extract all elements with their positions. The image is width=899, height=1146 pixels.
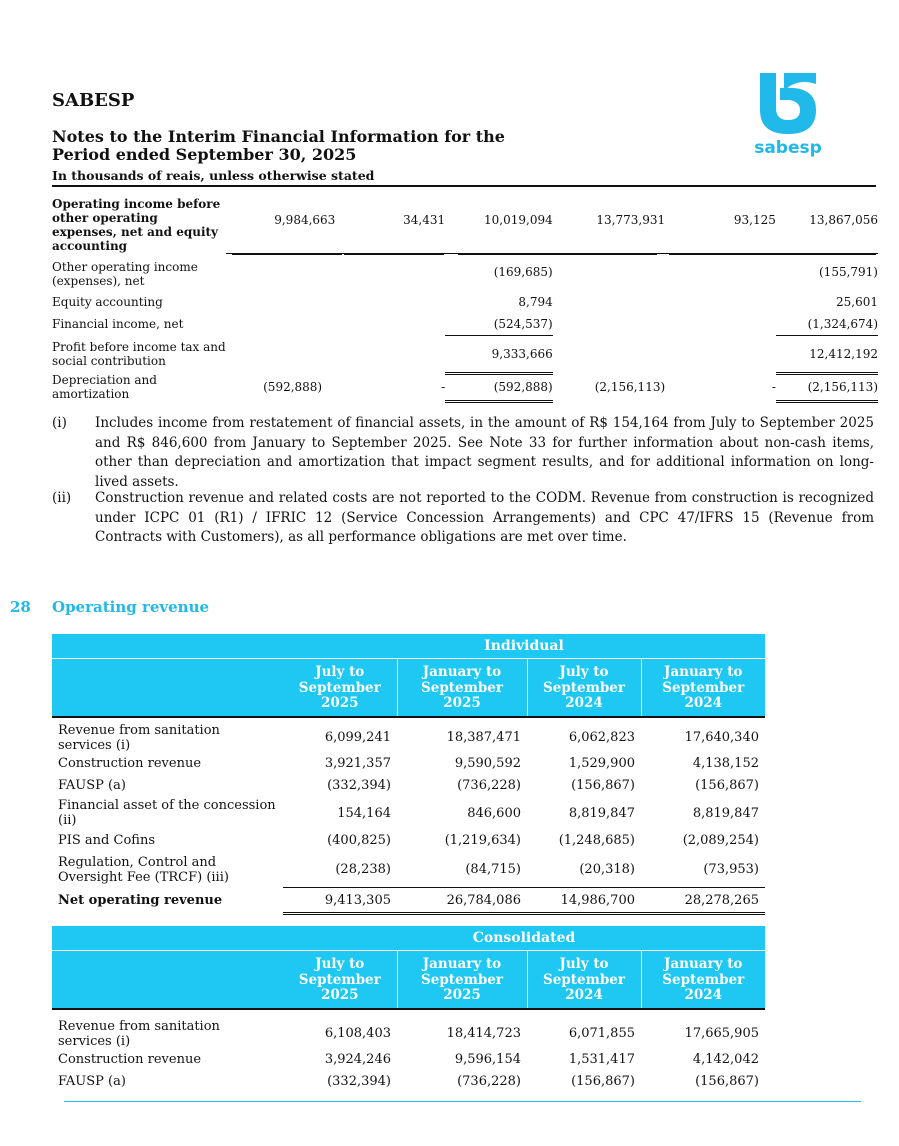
table-row	[52, 797, 765, 830]
table-row	[52, 753, 765, 775]
row-label: Financial income, net	[52, 317, 184, 331]
table-row	[52, 373, 878, 401]
row-label: Depreciation and amortization	[52, 373, 157, 401]
cell-value: 4,138,152	[692, 756, 759, 771]
cell-value: 10,019,094	[484, 212, 553, 227]
row-label: Regulation, Control and Oversight Fee (TRCF) (iii)	[58, 854, 229, 885]
cell-value	[335, 253, 445, 291]
cell-value	[665, 253, 776, 291]
cell-value: 8,819,847	[692, 805, 759, 821]
cell-value: 14,986,700	[527, 888, 641, 914]
table-row	[52, 1049, 765, 1071]
cell-value	[226, 291, 335, 313]
cell-value: 28,278,265	[641, 888, 765, 914]
column-header: January to September 2024	[641, 951, 765, 1009]
title-line-1: Notes to the Interim Financial Information for the	[52, 127, 505, 146]
cell-value: 13,867,056	[809, 212, 878, 227]
sabesp-logo	[748, 70, 828, 158]
cell-value: 3,921,357	[324, 756, 391, 771]
row-label: Revenue from sanitation services (i)	[58, 722, 220, 753]
table-row	[52, 775, 765, 797]
row-label: Construction revenue	[58, 756, 202, 771]
cell-value: 17,640,340	[684, 730, 759, 745]
row-label: Revenue from sanitation services (i)	[58, 1018, 220, 1049]
cell-value: -	[771, 380, 776, 394]
table-heading: Individual	[283, 634, 765, 659]
cell-value: 9,333,666	[445, 335, 553, 373]
column-header: July to September 2024	[527, 951, 641, 1009]
cell-value: (2,089,254)	[682, 833, 759, 848]
rule	[458, 254, 657, 255]
cell-value: (524,537)	[445, 313, 553, 335]
cell-value	[553, 253, 665, 291]
cell-value	[665, 313, 776, 335]
cell-value: (400,825)	[327, 833, 391, 848]
table-row	[52, 723, 765, 753]
cell-value: 6,108,403	[324, 1026, 391, 1041]
column-header: July to September 2025	[283, 659, 397, 717]
cell-value: 154,164	[337, 805, 391, 821]
column-header: July to September 2025	[283, 951, 397, 1009]
cell-value	[226, 313, 335, 335]
cell-value	[553, 335, 665, 373]
row-label: Profit before income tax and social contribution	[52, 340, 226, 368]
cell-value: (332,394)	[327, 778, 391, 793]
cell-value: (155,791)	[776, 253, 878, 291]
cell-value: (736,228)	[457, 1074, 521, 1089]
cell-value	[553, 291, 665, 313]
cell-value: 4,142,042	[692, 1052, 759, 1067]
page-subtitle: In thousands of reais, unless otherwise stated	[52, 168, 375, 183]
table-band	[52, 634, 283, 659]
table-band	[52, 926, 283, 951]
individual-revenue-table	[52, 634, 765, 915]
cell-value: 13,773,931	[596, 212, 666, 227]
footer-rule	[64, 1101, 861, 1102]
cell-value	[665, 335, 776, 373]
cell-value: 6,099,241	[324, 730, 391, 745]
cell-value	[335, 313, 445, 335]
cell-value: 18,387,471	[446, 730, 521, 745]
logo-wordmark: sabesp	[754, 138, 822, 158]
consolidated-revenue-table	[52, 926, 765, 1093]
note-text: Includes income from restatement of financial assets, in the amount of R$ 154,164 from July to September 2025 and R$ 846,600 from January to September 2025. See Note 33 for further information about non-cash items, other than depreciation and amortization that impact segment results, and for additional information on long-lived assets.	[95, 415, 874, 490]
note-text: Construction revenue and related costs are not reported to the CODM. Revenue from construction is recognized under ICPC 01 (R1) / IFRIC 12 (Service Concession Arrangements) and CPC 47/IFRS 15 (Revenue from Contracts with Customers), as all performance obligations are met over time.	[95, 490, 874, 545]
table-heading: Consolidated	[283, 926, 765, 951]
row-label: FAUSP (a)	[58, 1074, 126, 1089]
row-label: Net operating revenue	[58, 893, 223, 908]
cell-value: (156,867)	[695, 778, 759, 793]
cell-value	[335, 291, 445, 313]
cell-value: (169,685)	[445, 253, 553, 291]
note-i	[52, 414, 876, 490]
table-row	[52, 335, 878, 373]
cell-value: (1,219,634)	[444, 833, 521, 848]
title-line-2: Period ended September 30, 2025	[52, 145, 357, 164]
cell-value: 6,062,823	[568, 730, 635, 745]
table-row	[52, 313, 878, 335]
segment-table	[52, 187, 878, 403]
table-row	[52, 830, 765, 852]
column-header: January to September 2024	[641, 659, 765, 717]
table-row	[52, 291, 878, 313]
sabesp-logo-icon	[754, 70, 822, 136]
cell-value: (73,953)	[703, 861, 759, 877]
cell-value: 846,600	[467, 805, 521, 821]
cell-value: 1,529,900	[568, 756, 635, 771]
cell-value: 8,794	[518, 295, 553, 309]
column-header: July to September 2024	[527, 659, 641, 717]
cell-value: 9,596,154	[454, 1052, 521, 1067]
table-row-total	[52, 888, 765, 914]
row-label: Financial asset of the concession (ii)	[58, 798, 276, 828]
cell-value: 9,984,663	[274, 212, 336, 227]
cell-value	[665, 291, 776, 313]
rule	[669, 254, 876, 255]
cell-value: 9,590,592	[454, 756, 521, 771]
section-title: Operating revenue	[52, 598, 210, 616]
cell-value: (1,248,685)	[558, 833, 635, 848]
row-label: Other operating income (expenses), net	[52, 260, 198, 288]
row-label: Operating income before other operating expenses, net and equity accounting	[52, 197, 221, 253]
cell-value: (156,867)	[571, 778, 635, 793]
row-label: Construction revenue	[58, 1052, 202, 1067]
column-header: January to September 2025	[397, 659, 527, 717]
cell-value: 26,784,086	[397, 888, 527, 914]
cell-value: (156,867)	[571, 1074, 635, 1089]
cell-value: (592,888)	[445, 373, 553, 401]
cell-value: 1,531,417	[568, 1052, 635, 1067]
rule	[232, 254, 444, 255]
cell-value: (84,715)	[465, 861, 521, 877]
cell-value: 9,413,305	[283, 888, 397, 914]
cell-value: 12,412,192	[776, 335, 878, 373]
cell-value: (2,156,113)	[594, 380, 666, 394]
row-label: PIS and Cofins	[58, 833, 155, 848]
row-label: FAUSP (a)	[58, 778, 126, 793]
table-row	[52, 1019, 765, 1049]
table-row	[52, 852, 765, 888]
section-number: 28	[10, 598, 31, 616]
table-row	[52, 253, 878, 291]
page-title	[52, 128, 522, 164]
cell-value: 34,431	[403, 212, 446, 227]
cell-value	[335, 335, 445, 373]
cell-value: -	[441, 380, 446, 394]
column-header: January to September 2025	[397, 951, 527, 1009]
cell-value: (2,156,113)	[776, 373, 878, 401]
table-row	[52, 1071, 765, 1093]
table-band	[52, 951, 283, 1009]
cell-value: (1,324,674)	[776, 313, 878, 335]
cell-value: (592,888)	[263, 380, 323, 394]
cell-value: 18,414,723	[446, 1026, 521, 1041]
cell-value: 25,601	[836, 295, 878, 309]
cell-value: 17,665,905	[684, 1026, 759, 1041]
note-ii	[52, 489, 876, 549]
cell-value: (28,238)	[335, 861, 391, 877]
cell-value: 3,924,246	[324, 1052, 391, 1067]
note-number: (i)	[52, 415, 67, 431]
cell-value: (20,318)	[579, 861, 635, 877]
cell-value: (332,394)	[327, 1074, 391, 1089]
rule-gap	[342, 254, 344, 255]
cell-value: 8,819,847	[568, 805, 635, 821]
row-label: Equity accounting	[52, 295, 163, 309]
cell-value: 93,125	[733, 212, 776, 227]
cell-value	[226, 253, 335, 291]
table-band	[52, 659, 283, 717]
cell-value	[553, 313, 665, 335]
cell-value: (736,228)	[457, 778, 521, 793]
cell-value	[226, 335, 335, 373]
cell-value: (156,867)	[695, 1074, 759, 1089]
table-row	[52, 187, 878, 253]
note-number: (ii)	[52, 490, 72, 506]
cell-value: 6,071,855	[568, 1026, 635, 1041]
company-name: SABESP	[52, 90, 135, 111]
